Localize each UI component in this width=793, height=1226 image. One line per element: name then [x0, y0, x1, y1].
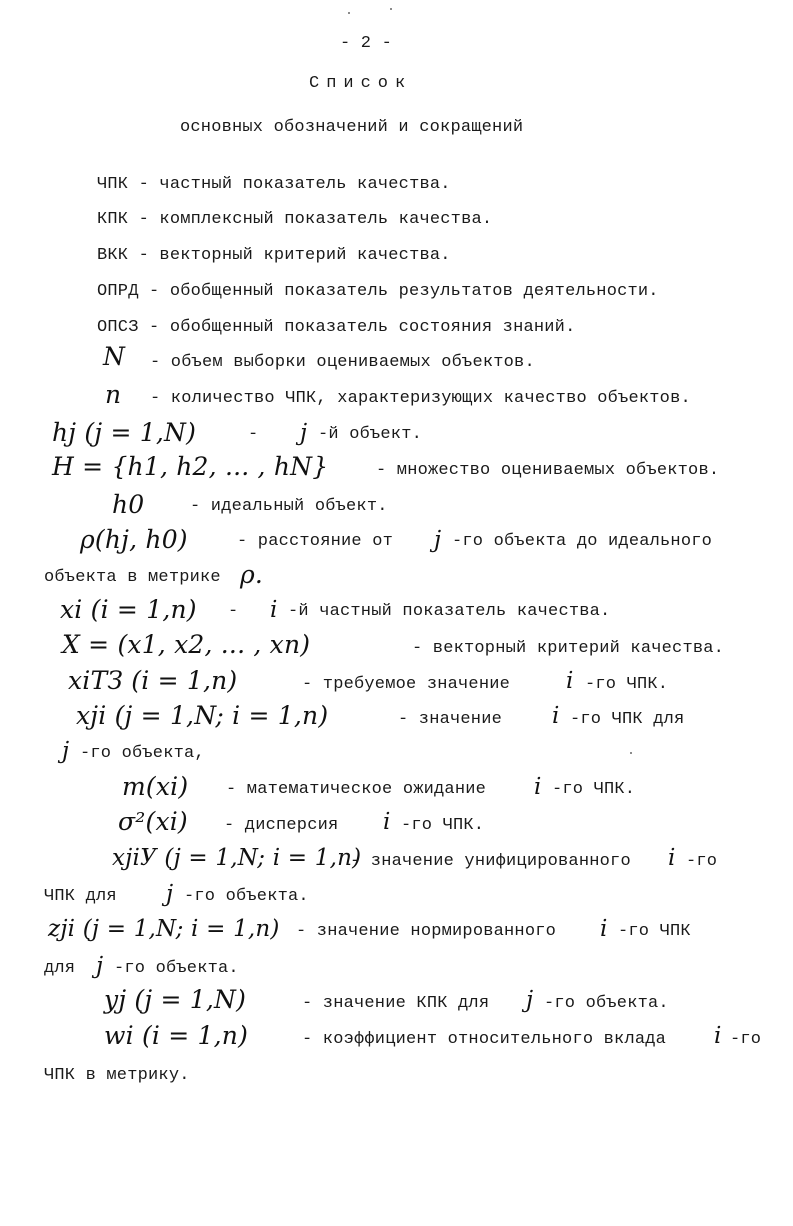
- abbr-desc: - обобщенный показатель состояния знаний.: [149, 318, 576, 337]
- symbol-m-desc2: -го ЧПК.: [552, 780, 636, 799]
- symbol-yj-desc2: -го объекта.: [544, 994, 669, 1013]
- symbol-h0: h0: [112, 490, 145, 519]
- symbol-H-desc: - множество оцениваемых объектов.: [376, 461, 720, 480]
- symbol-xi-dash: -: [228, 602, 239, 621]
- symbol-m-desc: - математическое ожидание: [226, 780, 487, 799]
- symbol-xji-u-cont2: -го объекта.: [184, 887, 309, 906]
- symbol-N: N: [103, 342, 126, 371]
- index-i: i: [552, 703, 560, 729]
- symbol-rho: ρ(hj, h0): [80, 525, 188, 554]
- abbr-row-opsz: [97, 317, 575, 339]
- index-i: i: [714, 1023, 722, 1049]
- index-i: i: [270, 597, 278, 623]
- symbol-yj-desc: - значение КПК для: [302, 994, 490, 1013]
- abbr-term: ВКК: [97, 246, 129, 265]
- symbol-xji-u-desc2: -го: [686, 852, 718, 871]
- symbol-zji: zji (j = 1,N; i = 1,n): [48, 916, 280, 942]
- index-j: j: [96, 953, 104, 979]
- symbol-wi-cont: ЧПК в метрику.: [44, 1066, 190, 1085]
- abbr-desc: - обобщенный показатель результатов деятельности.: [149, 282, 659, 301]
- index-i: i: [566, 668, 574, 694]
- symbol-sigma: σ²(xi): [118, 807, 188, 836]
- symbol-xji-desc2: -го ЧПК для: [570, 710, 685, 729]
- symbol-xji: xji (j = 1,N; i = 1,n): [76, 701, 329, 730]
- index-j: j: [166, 881, 174, 907]
- speck: [348, 12, 350, 14]
- symbol-H: H = {h1, h2, ... , hN}: [52, 452, 329, 481]
- index-i: i: [534, 774, 542, 800]
- symbol-xji-u-desc: - значение унифицированного: [350, 852, 631, 871]
- symbol-xji-u-cont: ЧПК для: [44, 887, 117, 906]
- symbol-zji-desc: - значение нормированного: [296, 922, 557, 941]
- index-j: j: [300, 420, 308, 446]
- symbol-zji-cont2: -го объекта.: [114, 959, 239, 978]
- symbol-n: n: [105, 380, 122, 409]
- symbol-xi-desc: -й частный показатель качества.: [288, 602, 611, 621]
- symbol-yj: yj (j = 1,N): [104, 985, 247, 1014]
- abbr-desc: - комплексный показатель качества.: [138, 210, 493, 229]
- abbr-row-oprd: [97, 281, 659, 303]
- abbr-term: ЧПК: [97, 175, 129, 194]
- symbol-rho-metric: ρ.: [240, 560, 264, 589]
- index-j: j: [526, 987, 534, 1013]
- symbol-xji-desc: - значение: [398, 710, 503, 729]
- symbol-X-desc: - векторный критерий качества.: [412, 639, 725, 658]
- symbol-rho-desc2: -го объекта до идеального: [452, 532, 713, 551]
- symbol-rho-cont: объекта в метрике: [44, 568, 221, 587]
- abbr-term: КПК: [97, 210, 129, 229]
- abbr-desc: - частный показатель качества.: [138, 175, 451, 194]
- index-j: j: [62, 738, 70, 764]
- abbr-term: ОПСЗ: [97, 318, 139, 337]
- speck: [630, 752, 632, 754]
- symbol-hj-desc: -й объект.: [318, 425, 423, 444]
- symbol-zji-desc2: -го ЧПК: [618, 922, 691, 941]
- index-i: i: [668, 845, 676, 871]
- symbol-wi-desc2: -го: [730, 1030, 762, 1049]
- symbol-h0-desc: - идеальный объект.: [190, 497, 388, 516]
- symbol-rho-desc: - расстояние от: [237, 532, 394, 551]
- abbr-row-chpk: [97, 174, 451, 196]
- page-title: Список: [309, 74, 413, 93]
- symbol-wi: wi (i = 1,n): [104, 1021, 249, 1050]
- abbr-row-vkk: [97, 245, 451, 267]
- symbol-zji-cont: для: [44, 959, 76, 978]
- symbol-xi: xi (i = 1,n): [60, 595, 197, 624]
- symbol-m: m(xi): [122, 772, 189, 801]
- page-number: - 2 -: [340, 34, 393, 53]
- symbol-xi-tz-desc: - требуемое значение: [302, 675, 511, 694]
- symbol-xi-tz-desc2: -го ЧПК.: [585, 675, 669, 694]
- symbol-xji-cont: -го объекта,: [80, 744, 205, 763]
- index-i: i: [600, 916, 608, 942]
- abbr-desc: - векторный критерий качества.: [138, 246, 451, 265]
- symbol-n-desc: - количество ЧПК, характеризующих качество объектов.: [150, 389, 691, 408]
- symbol-sigma-desc2: -го ЧПК.: [401, 816, 485, 835]
- symbol-xji-u: xjiУ (j = 1,N; i = 1,n): [112, 845, 362, 871]
- symbol-sigma-desc: - дисперсия: [224, 816, 339, 835]
- symbol-hj: hj (j = 1,N): [52, 418, 197, 447]
- abbr-term: ОПРД: [97, 282, 139, 301]
- page-subtitle: основных обозначений и сокращений: [180, 118, 524, 137]
- symbol-wi-desc: - коэффициент относительного вклада: [302, 1030, 667, 1049]
- symbol-hj-dash: -: [248, 425, 259, 444]
- abbr-row-kpk: [97, 209, 492, 231]
- speck: [390, 8, 392, 10]
- index-j: j: [434, 527, 442, 553]
- symbol-X: X = (x1, x2, ... , xn): [62, 630, 311, 659]
- index-i: i: [383, 809, 391, 835]
- symbol-N-desc: - объем выборки оцениваемых объектов.: [150, 353, 535, 372]
- symbol-xi-tz: xiТЗ (i = 1,n): [68, 666, 238, 695]
